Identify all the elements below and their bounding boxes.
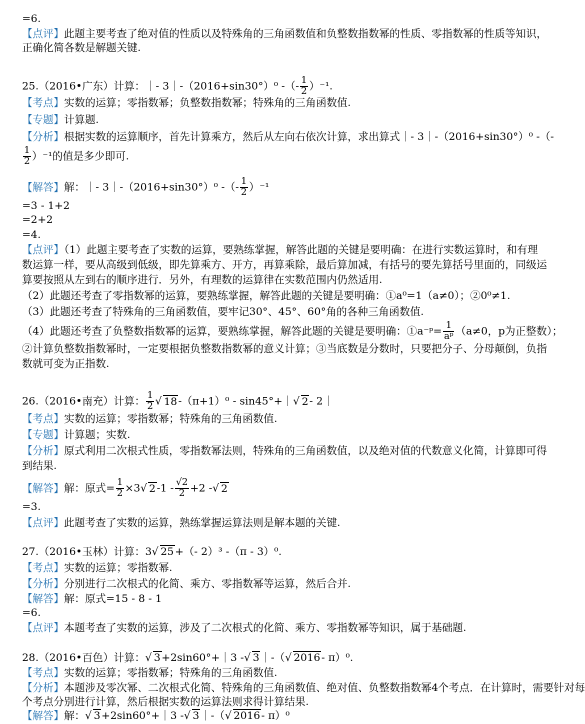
q25-fenxi-cont: $\frac{1}{2}$ ）⁻¹的值是多少即可.: [24, 145, 130, 167]
q25-step: =3 - 1+2: [22, 200, 70, 212]
sqrt-sign: √: [183, 710, 191, 722]
sqrt-sign: √: [212, 482, 220, 495]
q25-fenxi: 【 分析 】 根据实数的运算顺序，首先计算乘方，然后从左向右依次计算，求出算式｜- 3｜-（2016+sin30°）⁰ -（-: [22, 130, 492, 144]
q25-jieda: 【 解答 】 解：｜- 3｜-（2016+sin30°）⁰ -（- $\frac{1}{2}$ ）⁻¹: [22, 177, 492, 198]
q27-jieda: 【 解答 】 解：原式=15 - 8 - 1: [22, 592, 492, 606]
q28-header: 28.（2016•百色）计算：√ 3+2sin60°+｜3 -√ 3｜-（√ 2016- π）⁰.: [22, 652, 354, 664]
sqrt-sign: √: [140, 482, 148, 495]
q25-step: =2+2: [22, 214, 53, 226]
q28-fenxi-cont: 个考点分别进行计算，然后根据实数的运算法则求得计算结果.: [22, 696, 309, 708]
q25-dianping: 【 点评 】 （1）此题主要考查了实数的运算，要熟练掌握，解答此题的关键是要明确：在进行实数运算时，和有理: [22, 243, 492, 257]
q26-fenxi-cont: 到结果.: [22, 460, 57, 472]
fraction: $\frac{1}{2}$: [116, 477, 123, 499]
q27-header: 27.（2016•玉林）计算：3√ 25+（- 2）³ -（π - 3）⁰.: [22, 546, 282, 558]
q27-dianping: 【 点评 】 本题考查了实数的运算，涉及了二次根式的化简、乘方、零指数幂等知识，属于基础题.: [22, 621, 492, 635]
fraction: $\frac{1}{2}$: [147, 390, 154, 412]
sqrt-sign: √: [145, 652, 152, 664]
q26-kaodian: 【 考点 】 实数的运算；零指数幂；特殊角的三角函数值.: [22, 412, 492, 426]
q25-kaodian: 【 考点 】 实数的运算；零指数幂；负整数指数幂；特殊角的三角函数值.: [22, 96, 492, 110]
q27-kaodian: 【 考点 】 实数的运算；零指数幂.: [22, 561, 492, 575]
top-answer: =6.: [22, 13, 41, 25]
sqrt-sign: √: [243, 652, 251, 664]
q28-jieda: 【 解答 】 解：√ 3+2sin60°+｜3 -√ 3｜-（√ 2016- π）⁰: [22, 709, 492, 723]
q28-kaodian: 【 考点 】 实数的运算；零指数幂；特殊角的三角函数值.: [22, 666, 492, 680]
q25-dianping-cont: 算要按照从左到右的顺序进行．另外，有理数的运算律在实数范围内仍然适用.: [22, 274, 383, 286]
q25-dianping-cont: （2）此题还考查了零指数幂的运算，要熟练掌握，解答此题的关键是要明确：①a⁰=1（a≠0）；②0⁰≠1.: [22, 290, 511, 302]
q28-fenxi: 【 分析 】 本题涉及零次幂、二次根式化简、特殊角的三角函数值、绝对值、负整数指数幂4个考点．在计算时，需要针对每: [22, 681, 492, 695]
fraction: $\frac{√2}{2}$: [175, 477, 188, 499]
q25-dianping-cont: ②计算负整数指数幂时，一定要根据负整数指数幂的意义计算；③当底数是分数时，只要把分子、分母颠倒，负指: [22, 343, 547, 355]
q27-fenxi: 【 分析 】 分别进行二次根式的化简、乘方、零指数幂等运算，然后合并.: [22, 577, 492, 591]
q27-result: =6.: [22, 607, 41, 619]
sqrt-sign: √: [151, 546, 159, 558]
top-comment: 【 点评 】 此题主要考查了绝对值的性质以及特殊角的三角函数值和负整数指数幂的性质、零指数幂的性质等知识，: [22, 27, 492, 41]
q25-dianping-cont: （3）此题还考查了特殊角的三角函数值，要牢记30°、45°、60°角的各种三角函数值.: [22, 306, 424, 318]
q25-zhuanti: 【 专题 】 计算题.: [22, 113, 492, 127]
q26-zhuanti: 【 专题 】 计算题；实数.: [22, 428, 492, 442]
top-comment-cont: 正确化简各数是解题关键.: [22, 42, 141, 54]
fraction: $\frac{1}{2}$: [301, 75, 308, 97]
fraction: $\frac{1}{\text{aᵖ}}$: [443, 320, 454, 342]
q26-header: 26.（2016•南充）计算： $\frac{1}{2}$ √ 18-（π+1）⁰ - sin45°+｜√ 2- 2｜: [22, 390, 334, 412]
sqrt-sign: √: [155, 395, 162, 408]
q25-header: 25.（2016•广东）计算：｜- 3｜-（2016+sin30°）⁰ -（- $\frac{1}{2}$ ）⁻¹.: [22, 75, 333, 97]
q26-result: =3.: [22, 501, 41, 513]
fraction: $\frac{1}{2}$: [24, 145, 31, 167]
sqrt-sign: √: [293, 395, 300, 408]
q25-dianping-cont: 数就可变为正指数.: [22, 358, 110, 370]
comment-tag: 【 点评 】: [22, 28, 64, 40]
q26-jieda: 【 解答 】 解：原式= $\frac{1}{2}$ ×3√ 2-1 - $\frac{√2}{2}$ +2 -√ 2: [22, 478, 492, 499]
sqrt-sign: √: [85, 710, 92, 722]
fraction: $\frac{1}{2}$: [240, 176, 247, 198]
sqrt-sign: √: [284, 652, 292, 664]
sqrt-sign: √: [224, 710, 232, 722]
q25-dianping-cont: （4）此题还考查了负整数指数幂的运算，要熟练掌握，解答此题的关键是要明确：①a⁻ᵖ= $\frac{1}{\text{aᵖ}}$ （a≠0，p为正整数）；: [22, 320, 563, 342]
q26-fenxi: 【 分析 】 原式利用二次根式性质，零指数幂法则，特殊角的三角函数值，以及绝对值的代数意义化简，计算即可得: [22, 444, 492, 458]
q25-dianping-cont: 数运算一样，要从高级到低级，即先算乘方、开方，再算乘除，最后算加减，有括号的要先算括号里面的，同级运: [22, 259, 547, 271]
q26-dianping: 【 点评 】 此题考查了实数的运算，熟练掌握运算法则是解本题的关键.: [22, 516, 492, 530]
q25-step: =4.: [22, 229, 41, 241]
